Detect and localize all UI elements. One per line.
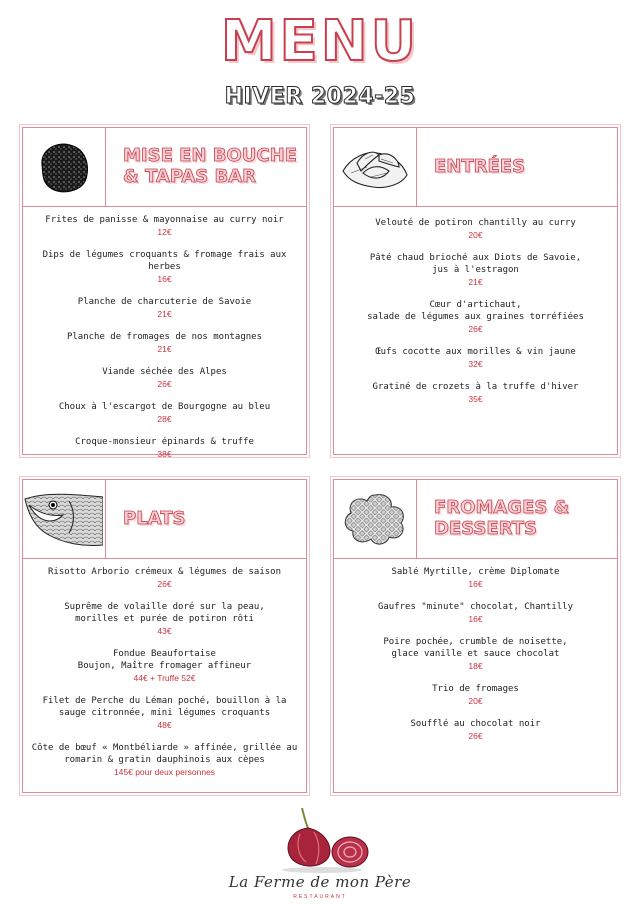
item-name: Choux à l'escargot de Bourgogne au bleu — [58, 402, 271, 412]
item-name: Poire pochée, crumble de noisette, glace vanille et sauce chocolat — [383, 637, 568, 659]
item-name: Planche de fromages de nos montagnes — [66, 332, 263, 342]
item-list — [334, 207, 617, 405]
item-name: Viande séchée des Alpes — [102, 367, 227, 377]
menu-item — [31, 742, 298, 778]
menu-item — [31, 436, 298, 460]
menu-item — [342, 636, 609, 672]
waffle-illustration-icon — [334, 480, 417, 558]
item-price: 16€ — [468, 579, 483, 589]
section-entrees — [333, 127, 618, 455]
item-list — [23, 559, 306, 778]
item-price: 18€ — [468, 661, 483, 671]
menu-subtitle: HIVER 2024-25 — [224, 84, 416, 109]
menu-item — [31, 366, 298, 390]
section-title: FROMAGES & DESSERTS — [434, 497, 570, 539]
menu-item — [31, 566, 298, 590]
menu-item — [342, 299, 609, 335]
item-price: 48€ — [157, 720, 172, 730]
item-price: 21€ — [468, 277, 483, 287]
item-price: 32€ — [468, 359, 483, 369]
item-price: 145€ pour deux personnes — [113, 767, 216, 777]
item-price: 21€ — [157, 309, 172, 319]
onion-illustration-icon — [262, 804, 382, 874]
item-price: 35€ — [468, 394, 483, 404]
item-price: 26€ — [157, 379, 172, 389]
section-header — [23, 128, 306, 207]
item-price: 43€ — [157, 626, 172, 636]
section-header — [334, 128, 617, 207]
item-price: 20€ — [468, 696, 483, 706]
item-price: 28€ — [157, 414, 172, 424]
item-name: Frites de panisse & mayonnaise au curry noir — [45, 215, 284, 225]
section-fromages-desserts — [333, 479, 618, 793]
item-price: 21€ — [157, 344, 172, 354]
item-price: 16€ — [157, 274, 172, 284]
menu-item — [31, 648, 298, 684]
menu-item — [342, 718, 609, 742]
item-name: Croque-monsieur épinards & truffe — [75, 437, 254, 447]
truffle-illustration-icon — [23, 128, 106, 206]
menu-item — [31, 214, 298, 238]
item-price: 26€ — [468, 324, 483, 334]
section-mise-en-bouche — [22, 127, 307, 459]
menu-item — [342, 346, 609, 370]
menu-item — [342, 252, 609, 288]
item-name: Trio de fromages — [432, 684, 519, 694]
menu-title: MENU — [220, 9, 420, 74]
section-title: PLATS — [123, 507, 186, 529]
item-list — [334, 559, 617, 742]
item-name: Œufs cocotte aux morilles & vin jaune — [375, 347, 576, 357]
item-name: Dips de légumes croquants & fromage frais aux herbes — [42, 250, 287, 272]
item-name: Gaufres "minute" chocolat, Chantilly — [377, 602, 574, 612]
item-name: Filet de Perche du Léman poché, bouillon à la sauge citronnée, mini légumes croquants — [42, 696, 287, 718]
item-price: 20€ — [468, 230, 483, 240]
item-price: 26€ — [468, 731, 483, 741]
menu-item — [31, 249, 298, 285]
item-name: Velouté de potiron chantilly au curry — [375, 218, 576, 228]
item-price: 38€ — [157, 449, 172, 459]
item-name: Sablé Myrtille, crème Diplomate — [391, 567, 560, 577]
menu-item — [342, 683, 609, 707]
item-name: Cœur d'artichaut, salade de légumes aux graines torréfiées — [367, 300, 584, 322]
item-name: Planche de charcuterie de Savoie — [77, 297, 252, 307]
menu-item — [31, 331, 298, 355]
section-title: ENTRÉES — [434, 155, 526, 177]
item-name: Pâté chaud brioché aux Diots de Savoie, jus à l'estragon — [369, 253, 582, 275]
item-price: 12€ — [157, 227, 172, 237]
section-header — [334, 480, 617, 559]
item-name: Soufflé au chocolat noir — [410, 719, 541, 729]
section-header — [23, 480, 306, 559]
item-name: Suprême de volaille doré sur la peau, morilles et purée de potiron rôti — [64, 602, 265, 624]
menu-item — [31, 601, 298, 637]
restaurant-tagline: RESTAURANT — [293, 894, 347, 900]
section-title: MISE EN BOUCHE & TAPAS BAR — [123, 145, 297, 187]
item-list — [23, 207, 306, 460]
section-plats — [22, 479, 307, 793]
menu-item — [31, 401, 298, 425]
menu-item — [31, 296, 298, 320]
menu-item — [342, 566, 609, 590]
item-name: Risotto Arborio crémeux & légumes de saison — [48, 567, 281, 577]
item-price: 44€ + Truffe 52€ — [133, 673, 196, 683]
item-price: 26€ — [157, 579, 172, 589]
fish-illustration-icon — [23, 480, 106, 558]
item-name: Côte de bœuf « Montbéliarde » affinée, grillée au romarin & gratin dauphinois aux cèpes — [31, 743, 298, 765]
item-price: 16€ — [468, 614, 483, 624]
artichoke-illustration-icon — [334, 128, 417, 206]
restaurant-name: La Ferme de mon Père — [228, 873, 412, 891]
menu-item — [342, 217, 609, 241]
menu-item — [342, 601, 609, 625]
menu-item — [31, 695, 298, 731]
menu-item — [342, 381, 609, 405]
item-name: Fondue Beaufortaise Boujon, Maître fromager affineur — [77, 649, 252, 671]
item-name: Gratiné de crozets à la truffe d'hiver — [372, 382, 579, 392]
